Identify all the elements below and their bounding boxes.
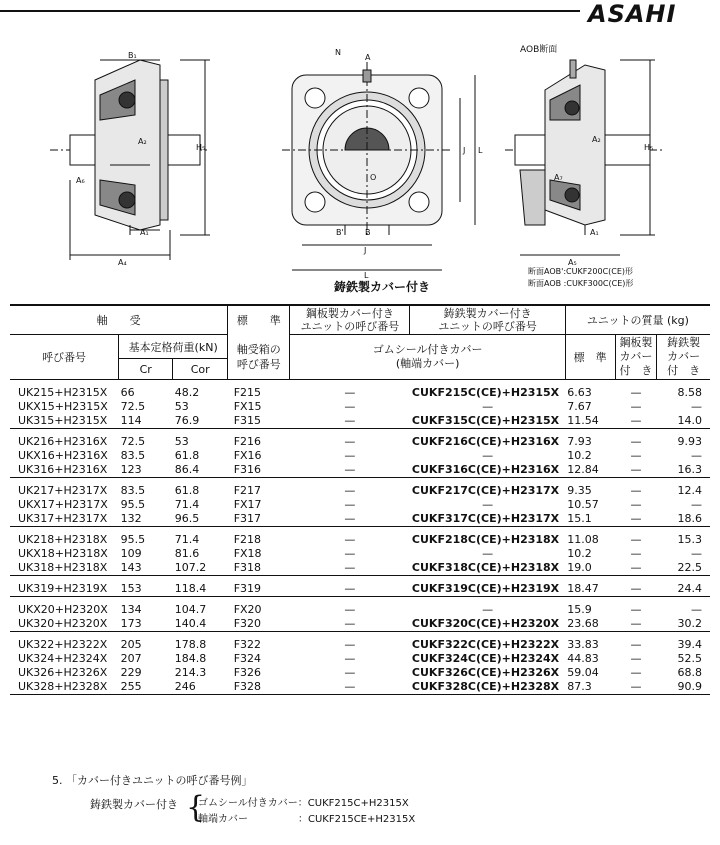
cell-name: UK218+H2318X (18, 533, 108, 546)
cell-ws: — (630, 603, 642, 616)
dim-a1-right: A₁ (590, 228, 599, 237)
cell-ws: — (630, 638, 642, 651)
cell-name: UK316+H2316X (10, 463, 119, 478)
cell-ws: — (630, 533, 642, 546)
footnote-brace: { (186, 790, 206, 825)
th-jiku-uke: 軸 受 (10, 305, 228, 335)
th-mcast-2: カバー (667, 350, 701, 363)
cell-cr: 95.5 (120, 533, 146, 546)
cell-cast: CUKF216C(CE)+H2316X (411, 435, 560, 448)
cell-steel: — (344, 449, 356, 462)
cell-w: 10.57 (567, 498, 599, 511)
cell-name: UK315+H2315X (10, 414, 119, 429)
cell-w: 44.83 (567, 652, 599, 665)
cell-cr: 207 (120, 652, 142, 665)
cell-w: 7.67 (567, 400, 592, 413)
cell-cor: 71.4 (174, 533, 200, 546)
cell-w: 9.35 (567, 484, 592, 497)
cell-wc: 90.9 (657, 680, 710, 695)
cell-ws: — (615, 561, 657, 576)
cell-steel: — (290, 561, 410, 576)
cell-name: UKX20+H2320X (18, 603, 108, 616)
table-row (10, 652, 710, 666)
table-row (10, 547, 710, 561)
th-mstd: 標 準 (565, 335, 615, 380)
cell-w: 23.68 (565, 617, 615, 632)
dim-j-side: J (463, 146, 466, 155)
th-rating: 基本定格荷重(kN) (119, 335, 228, 359)
dim-l-side: L (478, 146, 483, 155)
cell-cast: CUKF217C(CE)+H2317X (411, 484, 560, 497)
dim-l-bottom: L (364, 271, 369, 280)
th-msteel-2: カバー (619, 350, 653, 363)
cell-std: F320 (228, 617, 290, 632)
cell-ws: — (630, 484, 642, 497)
header-rule (0, 10, 580, 12)
dim-j-bottom: J (364, 246, 367, 255)
cell-cor: 53 (174, 435, 189, 448)
th-rubber (290, 335, 565, 380)
table-row (10, 414, 710, 429)
cell-wc: 39.4 (677, 638, 702, 651)
section-label: AOB断面 (520, 45, 558, 55)
cell-wc: 16.3 (657, 463, 710, 478)
cell-w: 15.1 (565, 512, 615, 527)
cell-cr: 143 (119, 561, 173, 576)
cell-w: 15.9 (567, 603, 592, 616)
cell-cor: 140.4 (173, 617, 228, 632)
dim-a6: A₆ (76, 176, 85, 185)
cell-cr: 114 (119, 414, 173, 429)
cell-w: 18.47 (565, 582, 615, 597)
cell-name: UK326+H2326X (18, 666, 108, 679)
cell-std: FX15 (233, 400, 262, 413)
dim-b1: B₁ (128, 51, 137, 60)
cell-wc: 22.5 (657, 561, 710, 576)
th-yobi: 呼び番号 (10, 335, 119, 380)
table-row (10, 498, 710, 512)
cell-name: UK318+H2318X (10, 561, 119, 576)
th-mcast (657, 335, 710, 380)
cell-wc: — (691, 547, 702, 560)
table-row (10, 666, 710, 680)
cell-cr: 123 (119, 463, 173, 478)
cell-cr: 153 (119, 582, 173, 597)
cell-std: FX16 (233, 449, 262, 462)
cell-steel: — (344, 547, 356, 560)
cell-ws: — (630, 498, 642, 511)
th-msteel-3: 付 き (619, 364, 653, 377)
cell-w: 7.93 (567, 435, 592, 448)
cell-cr: 229 (120, 666, 142, 679)
cell-w: 33.83 (567, 638, 599, 651)
th-mcast-1: 鋳鉄製 (667, 336, 701, 349)
table-row (10, 435, 710, 449)
cell-wc: — (691, 449, 702, 462)
cell-cast: CUKF324C(CE)+H2324X (411, 652, 560, 665)
dim-a4: A₄ (118, 258, 127, 267)
cell-std: F319 (228, 582, 290, 597)
cell-cor: 104.7 (174, 603, 207, 616)
cell-cr: 132 (119, 512, 173, 527)
cell-cor: 214.3 (174, 666, 207, 679)
th-steel (290, 305, 410, 335)
cell-steel: — (290, 617, 410, 632)
cell-std: FX20 (233, 603, 262, 616)
cell-std: F316 (228, 463, 290, 478)
center-o: O (370, 173, 377, 182)
cell-cast: CUKF317C(CE)+H2317X (410, 512, 565, 527)
section-note-2: 断面AOB :CUKF300C(CE)形 (528, 279, 634, 288)
cell-name: UK319+H2319X (10, 582, 119, 597)
cell-name: UKX16+H2316X (18, 449, 108, 462)
cell-steel: — (344, 533, 356, 546)
cell-cr: 134 (120, 603, 142, 616)
cell-cast: — (482, 498, 494, 511)
cell-wc: 14.0 (657, 414, 710, 429)
cell-cor: 178.8 (174, 638, 207, 651)
cell-steel: — (344, 386, 356, 399)
cell-cr: 205 (120, 638, 142, 651)
cell-std: F318 (228, 561, 290, 576)
cell-wc: 8.58 (677, 386, 702, 399)
cell-steel: — (290, 680, 410, 695)
cell-cor: 96.5 (173, 512, 228, 527)
cell-name: UK216+H2316X (18, 435, 108, 448)
th-cor: Cor (173, 359, 228, 380)
cell-cr: 66 (120, 386, 135, 399)
spec-table (10, 304, 710, 695)
cell-w: 11.54 (565, 414, 615, 429)
dim-h5-left: H₅ (196, 143, 206, 152)
cell-ws: — (630, 435, 642, 448)
cell-cast: CUKF320C(CE)+H2320X (410, 617, 565, 632)
cell-wc: 15.3 (677, 533, 702, 546)
th-rubber-1: ゴムシール付きカバー (372, 343, 483, 356)
cell-wc: 68.8 (677, 666, 702, 679)
cell-steel: — (344, 435, 356, 448)
cell-std: F317 (228, 512, 290, 527)
cell-wc: 24.4 (657, 582, 710, 597)
dim-n: N (335, 48, 341, 57)
th-cast (410, 305, 565, 335)
cell-ws: — (615, 512, 657, 527)
cell-std: F328 (228, 680, 290, 695)
cell-wc: — (691, 603, 702, 616)
cell-wc: — (691, 498, 702, 511)
cell-cor: 48.2 (174, 386, 200, 399)
table-row (10, 638, 710, 652)
table-row (10, 386, 710, 400)
cell-cast: CUKF215C(CE)+H2315X (411, 386, 560, 399)
cell-steel: — (344, 484, 356, 497)
cell-w: 10.2 (567, 449, 592, 462)
th-steel-1: 鋼板製カバー付き (305, 307, 394, 320)
table-row (10, 449, 710, 463)
table-row (10, 400, 710, 414)
dim-a2-right: A₂ (592, 135, 601, 144)
dim-a1: A₁ (140, 228, 149, 237)
cell-cor: 118.4 (173, 582, 228, 597)
cell-w: 11.08 (567, 533, 599, 546)
th-std23 (228, 335, 290, 380)
cell-ws: — (615, 582, 657, 597)
cell-wc: 9.93 (677, 435, 702, 448)
th-std1: 標 準 (228, 305, 290, 335)
cell-cast: — (482, 400, 494, 413)
cell-std: FX17 (233, 498, 262, 511)
cell-name: UK324+H2324X (18, 652, 108, 665)
cell-name: UK317+H2317X (10, 512, 119, 527)
cell-cast: — (482, 449, 494, 462)
cell-ws: — (630, 666, 642, 679)
cell-ws: — (615, 414, 657, 429)
cell-cast: CUKF328C(CE)+H2328X (410, 680, 565, 695)
cell-w: 19.0 (565, 561, 615, 576)
cell-ws: — (615, 617, 657, 632)
table-row (10, 463, 710, 478)
table-row (10, 582, 710, 597)
cell-steel: — (344, 400, 356, 413)
cell-name: UK217+H2317X (18, 484, 108, 497)
cell-cr: 173 (119, 617, 173, 632)
technical-drawing (0, 20, 720, 305)
cell-std: FX18 (233, 547, 262, 560)
cell-cr: 72.5 (120, 400, 146, 413)
spec-table-body (10, 380, 710, 695)
cell-steel: — (290, 414, 410, 429)
th-std2: 軸受箱の (236, 342, 281, 356)
cell-cr: 95.5 (120, 498, 146, 511)
dim-b: B (365, 228, 371, 237)
section-note-1: 断面AOB':CUKF200C(CE)形 (528, 267, 634, 276)
right-section-view (505, 60, 665, 255)
cell-std: F216 (233, 435, 262, 448)
section-notes (528, 266, 633, 290)
cell-ws: — (630, 449, 642, 462)
cell-wc: 12.4 (677, 484, 702, 497)
th-msteel (615, 335, 657, 380)
table-row (10, 561, 710, 576)
cell-cr: 83.5 (120, 484, 146, 497)
drawing-caption: 鋳鉄製カバー付き (334, 280, 431, 294)
cell-steel: — (344, 498, 356, 511)
footnote-line-1: ゴムシール付きカバー：CUKF215C+H2315X (198, 798, 409, 809)
cell-ws: — (630, 386, 642, 399)
cell-steel: — (344, 666, 356, 679)
cell-steel: — (290, 512, 410, 527)
cell-w: 87.3 (565, 680, 615, 695)
cell-std: F218 (233, 533, 262, 546)
cell-wc: 18.6 (657, 512, 710, 527)
cell-w: 6.63 (567, 386, 592, 399)
cell-cor: 107.2 (173, 561, 228, 576)
cell-name: UKX17+H2317X (18, 498, 108, 511)
cell-steel: — (344, 652, 356, 665)
dim-a7: A₇ (554, 173, 563, 182)
brand-logo: ASAHI (588, 0, 677, 28)
cell-cor: 81.6 (174, 547, 200, 560)
cell-std: F322 (233, 638, 262, 651)
cell-cast: CUKF316C(CE)+H2316X (410, 463, 565, 478)
cell-name: UK328+H2328X (10, 680, 119, 695)
cell-cr: 255 (119, 680, 173, 695)
cell-ws: — (630, 400, 642, 413)
cell-ws: — (615, 680, 657, 695)
cell-name: UKX15+H2315X (18, 400, 108, 413)
cell-w: 10.2 (567, 547, 592, 560)
cell-cast: CUKF315C(CE)+H2315X (410, 414, 565, 429)
table-row (10, 484, 710, 498)
cell-steel: — (344, 638, 356, 651)
cell-cast: CUKF326C(CE)+H2326X (411, 666, 560, 679)
cell-cor: 61.8 (174, 449, 200, 462)
table-row (10, 512, 710, 527)
th-cast-2: ユニットの呼び番号 (438, 320, 537, 333)
th-cast-1: 鋳鉄製カバー付き (443, 307, 532, 320)
cell-std: F217 (233, 484, 262, 497)
th-cr: Cr (119, 359, 173, 380)
cell-std: F326 (233, 666, 262, 679)
th-mcast-3: 付 き (667, 364, 701, 377)
cell-name: UKX18+H2318X (18, 547, 108, 560)
cell-cor: 76.9 (173, 414, 228, 429)
cell-cast: CUKF319C(CE)+H2319X (410, 582, 565, 597)
cell-steel: — (290, 463, 410, 478)
footnote-lines (198, 796, 415, 828)
cell-wc: — (691, 400, 702, 413)
cell-steel: — (290, 582, 410, 597)
cell-cor: 246 (173, 680, 228, 695)
cell-w: 59.04 (567, 666, 599, 679)
cell-std: F315 (228, 414, 290, 429)
cell-name: UK215+H2315X (18, 386, 108, 399)
table-row (10, 680, 710, 695)
cell-cast: CUKF318C(CE)+H2318X (410, 561, 565, 576)
cell-cor: 184.8 (174, 652, 207, 665)
th-std3: 呼び番号 (236, 357, 281, 371)
cell-name: UK320+H2320X (10, 617, 119, 632)
cell-ws: — (615, 463, 657, 478)
cell-cor: 86.4 (173, 463, 228, 478)
cell-ws: — (630, 652, 642, 665)
th-mass: ユニットの質量 (kg) (565, 305, 710, 335)
cell-cr: 83.5 (120, 449, 146, 462)
cell-name: UK322+H2322X (18, 638, 108, 651)
cell-cast: — (482, 603, 494, 616)
cell-std: F215 (233, 386, 262, 399)
cell-cast: CUKF322C(CE)+H2322X (411, 638, 560, 651)
footnote-title: 5. 「カバー付きユニットの呼び番号例」 (52, 774, 253, 787)
cell-cast: — (482, 547, 494, 560)
front-view (282, 62, 475, 270)
dim-a-top: A (365, 53, 371, 62)
footnote-label: 鋳鉄製カバー付き (90, 798, 178, 811)
th-rubber-2: (軸端カバー) (395, 357, 460, 370)
th-steel-2: ユニットの呼び番号 (300, 320, 400, 333)
footnote-line-2: 軸端カバー ：CUKF215CE+H2315X (198, 814, 416, 825)
table-row (10, 603, 710, 617)
cell-wc: 30.2 (657, 617, 710, 632)
drawing-svg (0, 20, 720, 305)
left-section-view (50, 60, 210, 260)
cell-wc: 52.5 (677, 652, 702, 665)
th-msteel-1: 鋼板製 (619, 336, 653, 349)
cell-cr: 72.5 (120, 435, 146, 448)
dim-a2: A₂ (138, 137, 147, 146)
table-row (10, 533, 710, 547)
cell-std: F324 (233, 652, 262, 665)
cell-cor: 71.4 (174, 498, 200, 511)
cell-cast: CUKF218C(CE)+H2318X (411, 533, 560, 546)
cell-steel: — (344, 603, 356, 616)
dim-bp: B' (336, 228, 344, 237)
cell-cr: 109 (120, 547, 142, 560)
table-row (10, 617, 710, 632)
cell-cor: 53 (174, 400, 189, 413)
cell-ws: — (630, 547, 642, 560)
dim-h5-right: H₅ (644, 143, 654, 152)
dim-a5: A₅ (568, 258, 577, 267)
cell-cor: 61.8 (174, 484, 200, 497)
cell-w: 12.84 (565, 463, 615, 478)
